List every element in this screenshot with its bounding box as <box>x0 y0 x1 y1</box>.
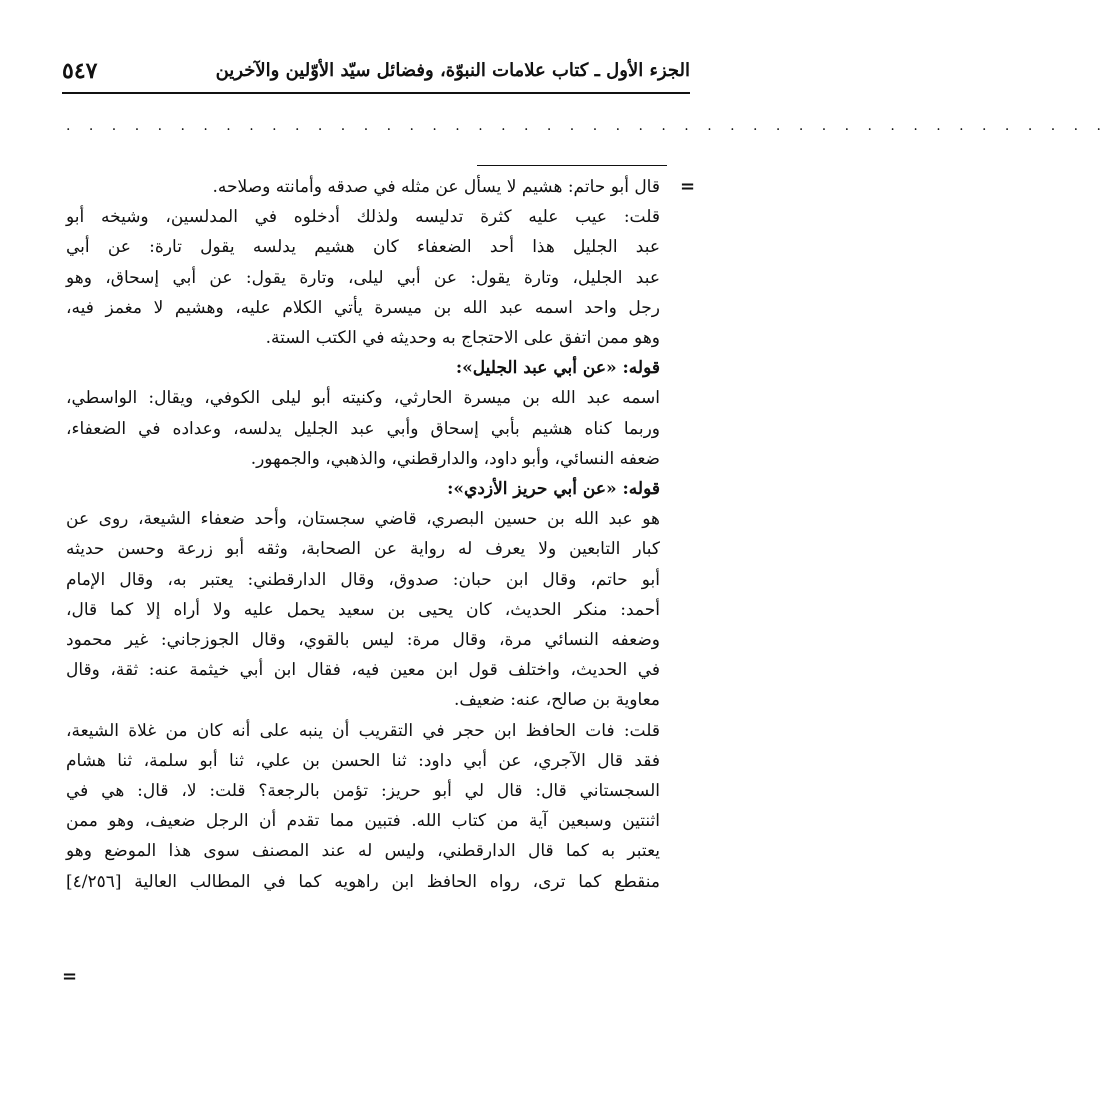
text-line: يعتبر به كما قال الدارقطني، وليس له عند المصنف سوى هذا الموضع وهو <box>66 841 660 862</box>
text-line: اثنتين وسبعين آية من كتاب الله. فتبين مما تقدم أن الرجل ضعيف، وهو ممن <box>66 811 660 832</box>
footnote-separator <box>477 165 667 166</box>
text-line: وربما كناه هشيم بأبي إسحاق وأبي عبد الجليل يدلسه، وعداده في الضعفاء، <box>66 418 660 439</box>
text-line: اسمه عبد الله بن ميسرة الحارثي، وكنيته أبو ليلى الكوفي، ويقال: الواسطي، <box>66 388 660 409</box>
text-line: وضعفه النسائي مرة، وقال مرة: ليس بالقوي، وقال الجوزجاني: غير محمود <box>66 630 660 651</box>
section-heading: قوله: «عن أبي عبد الجليل»: <box>455 358 660 379</box>
text-line: في الحديث، واختلف قول ابن معين فيه، فقال ابن أبي خيثمة عنه: ثقة، وقال <box>66 660 660 681</box>
page-number: ٥٤٧ <box>62 58 98 84</box>
running-header <box>62 56 690 92</box>
footnote-body <box>66 172 660 897</box>
text-line: هو عبد الله بن حسين البصري، قاضي سجستان، وأحد ضعفاء الشيعة، روى عن <box>66 509 660 530</box>
continuation-mark-top: = <box>680 176 696 197</box>
text-line: عبد الجليل، وتارة يقول: عن أبي ليلى، وتارة يقول: عن أبي إسحاق، وهو <box>66 267 660 288</box>
text-line: أبو حاتم، وقال ابن حبان: صدوق، وقال الدارقطني: يعتبر به، وقال الإمام <box>66 569 660 590</box>
header-rule <box>62 92 690 94</box>
continuation-mark-bottom: = <box>62 966 78 987</box>
text-line: قلت: عيب عليه كثرة تدليسه ولذلك أدخلوه في المدلسين، وشيخه أبو <box>66 207 660 228</box>
text-line: عبد الجليل هذا أحد الضعفاء كان هشيم يدلسه يقول تارة: عن أبي <box>66 237 660 258</box>
text-separator-dots: . . . . . . . . . . . . . . . . . . . . . . . . . . . . . . . . . . . . . . . . . . . . . . <box>66 118 1108 134</box>
header-title: الجزء الأول ـ كتاب علامات النبوّة، وفضائل سيّد الأوّلين والآخرين <box>215 60 690 81</box>
text-line: رجل واحد اسمه عبد الله بن ميسرة يأتي الكلام عليه، وهشيم لا مغمز فيه، <box>66 297 660 318</box>
text-line: قال أبو حاتم: هشيم لا يسأل عن مثله في صدقه وأمانته وصلاحه. <box>212 177 660 197</box>
text-line: السجستاني قال: قال لي أبو حريز: تؤمن بالرجعة؟ قلت: لا، قال: هي في <box>66 781 660 802</box>
text-line: وهو ممن اتفق على الاحتجاج به وحديثه في الكتب الستة. <box>265 328 660 349</box>
text-line: معاوية بن صالح، عنه: ضعيف. <box>454 690 660 711</box>
section-heading: قوله: «عن أبي حريز الأزدي»: <box>447 479 660 500</box>
text-line: أحمد: منكر الحديث، كان يحيى بن سعيد يحمل عليه ولا أراه إلا كما قال، <box>66 599 660 620</box>
text-line: كبار التابعين ولا يعرف له رواية عن الصحابة، وثقه أبو زرعة وحسن حديثه <box>66 539 660 560</box>
text-line: ضعفه النسائي، وأبو داود، والدارقطني، والذهبي، والجمهور. <box>250 448 660 469</box>
text-line: قلت: فات الحافظ ابن حجر في التقريب أن ينبه على أنه كان من غلاة الشيعة، <box>66 720 660 741</box>
text-line: فقد قال الآجري، عن أبي داود: ثنا الحسن بن علي، ثنا أبو سلمة، ثنا هشام <box>66 750 660 771</box>
text-line: منقطع كما ترى، رواه الحافظ ابن راهويه كما في المطالب العالية [٤/٢٥٦] <box>66 871 660 892</box>
